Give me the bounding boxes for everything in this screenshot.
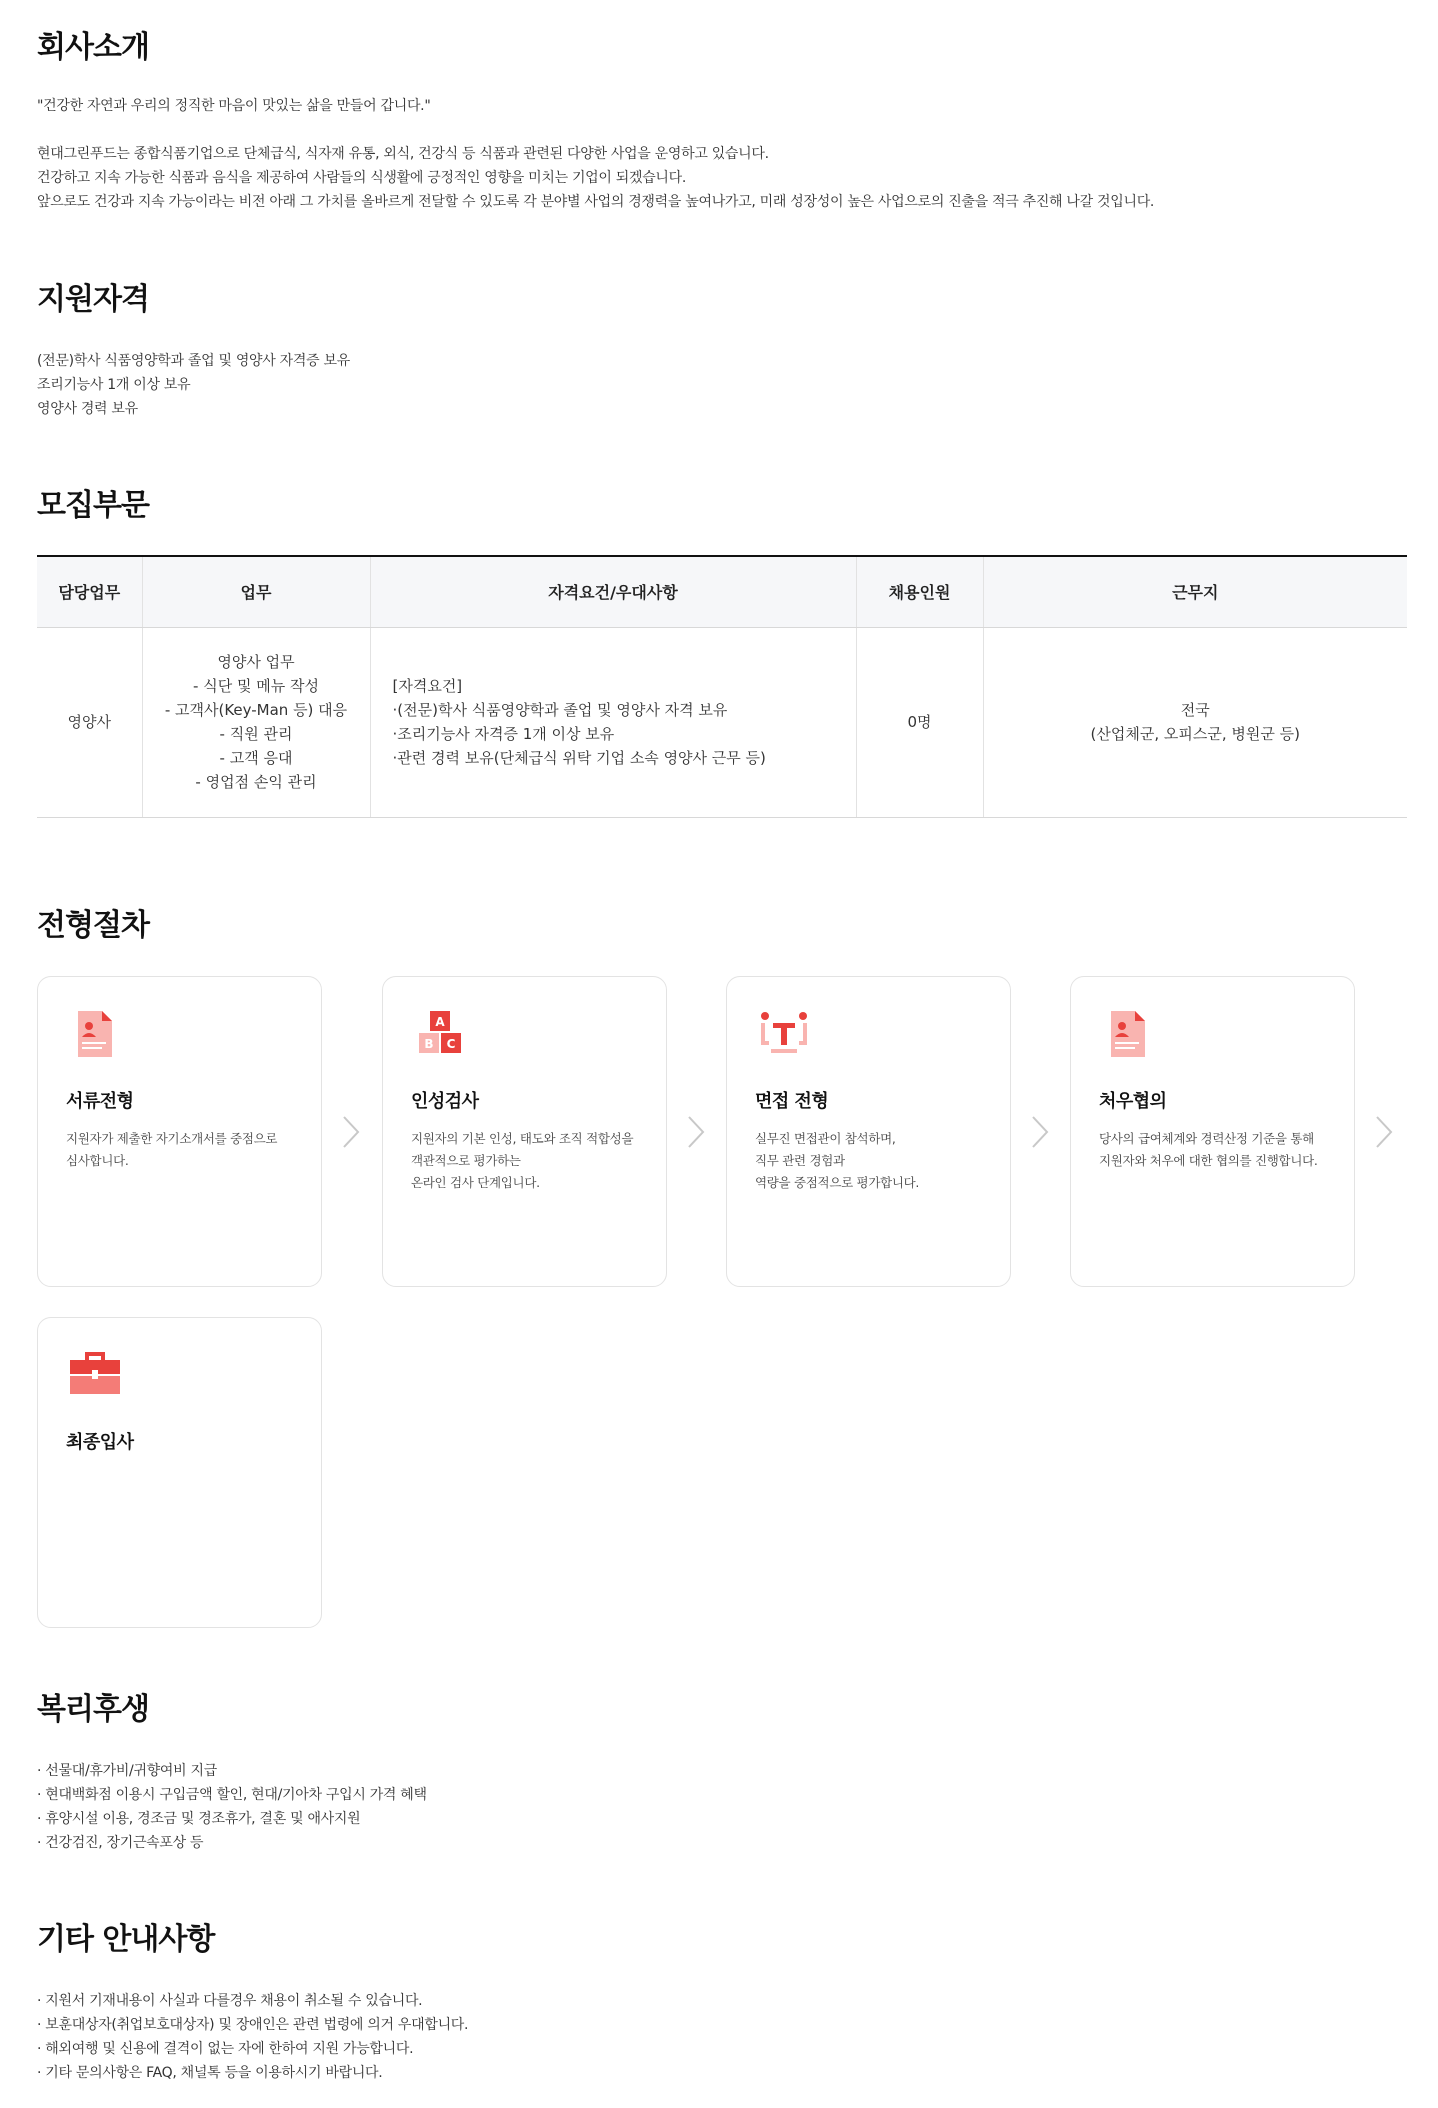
table-header: 근무지 bbox=[983, 556, 1407, 627]
section-title-process: 전형절차 bbox=[37, 908, 149, 943]
recruit-table bbox=[37, 555, 1407, 818]
welfare-line: · 현대백화점 이용시 구입금액 할인, 현대/기아차 구입시 가격 혜택 bbox=[37, 1787, 427, 1803]
desc-line: 역량을 중점적으로 평가합니다. bbox=[755, 1175, 920, 1190]
desc-line: 객관적으로 평가하는 bbox=[411, 1153, 521, 1168]
svg-text:B: B bbox=[424, 1037, 434, 1051]
process-step-title: 최종입사 bbox=[66, 1432, 134, 1453]
section-title-qualifications: 지원자격 bbox=[37, 282, 149, 317]
duty-line: - 고객사(Key-Man 등) 대응 bbox=[164, 701, 348, 719]
chevron-right-icon bbox=[340, 1115, 362, 1149]
table-header: 자격요건/우대사항 bbox=[370, 556, 856, 627]
desc-line: 지원자의 기본 인성, 태도와 조직 적합성을 bbox=[411, 1131, 634, 1146]
company-line: "건강한 자연과 우리의 정직한 마음이 맛있는 삶을 만들어 갑니다." bbox=[37, 98, 431, 114]
company-line: 건강하고 지속 가능한 식품과 음식을 제공하여 사람들의 식생활에 긍정적인 영향을 미치는 기업이 되겠습니다. bbox=[37, 170, 687, 186]
headcount-cell: 0명 bbox=[856, 627, 983, 817]
location-cell bbox=[983, 627, 1407, 817]
desc-line: 온라인 검사 단계입니다. bbox=[411, 1175, 540, 1190]
company-line: 현대그린푸드는 종합식품기업으로 단체급식, 식자재 유통, 외식, 건강식 등 식품과 관련된 다양한 사업을 운영하고 있습니다. bbox=[37, 146, 769, 162]
chevron-right-icon bbox=[685, 1115, 707, 1149]
notes-list bbox=[37, 1989, 468, 2085]
table-header: 채용인원 bbox=[856, 556, 983, 627]
role-cell: 영양사 bbox=[37, 627, 142, 817]
location-line: (산업체군, 오피스군, 병원군 등) bbox=[1090, 725, 1300, 743]
requirement-line: [자격요건] bbox=[392, 677, 463, 695]
process-card-final bbox=[37, 1317, 322, 1628]
company-line-gap bbox=[37, 118, 1154, 142]
document-icon bbox=[68, 1007, 122, 1061]
location-line: 전국 bbox=[1180, 701, 1210, 719]
desc-line: 심사합니다. bbox=[66, 1153, 129, 1168]
welfare-line: · 건강검진, 장기근속포상 등 bbox=[37, 1835, 204, 1851]
briefcase-icon bbox=[68, 1348, 122, 1402]
requirement-line: ·조리기능사 자격증 1개 이상 보유 bbox=[392, 725, 615, 743]
duty-line: - 영업점 손익 관리 bbox=[195, 773, 317, 791]
process-card-interview bbox=[726, 976, 1011, 1287]
desc-line: 실무진 면접관이 참석하며, bbox=[755, 1131, 896, 1146]
section-title-company: 회사소개 bbox=[37, 30, 149, 65]
process-step-desc bbox=[66, 1128, 277, 1172]
desc-line: 직무 관련 경험과 bbox=[755, 1153, 845, 1168]
table-header: 업무 bbox=[142, 556, 370, 627]
qualification-line: (전문)학사 식품영양학과 졸업 및 영양사 자격증 보유 bbox=[37, 353, 350, 369]
process-step-title: 면접 전형 bbox=[755, 1091, 829, 1112]
process-step-title: 인성검사 bbox=[411, 1091, 479, 1112]
svg-text:C: C bbox=[446, 1037, 456, 1051]
duty-line: - 식단 및 메뉴 작성 bbox=[193, 677, 319, 695]
process-step-title: 서류전형 bbox=[66, 1091, 134, 1112]
process-step-desc bbox=[755, 1128, 919, 1194]
welfare-list bbox=[37, 1759, 427, 1855]
section-title-welfare: 복리후생 bbox=[37, 1692, 149, 1727]
company-intro bbox=[37, 94, 1154, 214]
requirements-cell bbox=[370, 627, 856, 817]
document-icon bbox=[1101, 1007, 1155, 1061]
welfare-line: · 휴양시설 이용, 경조금 및 경조휴가, 결혼 및 애사지원 bbox=[37, 1811, 361, 1827]
table-row bbox=[37, 627, 1407, 817]
process-step-desc bbox=[1099, 1128, 1318, 1172]
desc-line: 당사의 급여체계와 경력산정 기준을 통해 bbox=[1099, 1131, 1314, 1146]
process-card-personality bbox=[382, 976, 667, 1287]
process-card-document bbox=[37, 976, 322, 1287]
requirement-line: ·(전문)학사 식품영양학과 졸업 및 영양사 자격 보유 bbox=[392, 701, 728, 719]
interview-icon bbox=[757, 1007, 811, 1061]
section-title-notes: 기타 안내사항 bbox=[37, 1922, 215, 1957]
duties-cell bbox=[142, 627, 370, 817]
svg-text:A: A bbox=[435, 1015, 445, 1029]
note-line: · 기타 문의사항은 FAQ, 채널톡 등을 이용하시기 바랍니다. bbox=[37, 2065, 383, 2081]
welfare-line: · 선물대/휴가비/귀향여비 지급 bbox=[37, 1763, 217, 1779]
desc-line: 지원자와 처우에 대한 협의를 진행합니다. bbox=[1099, 1153, 1318, 1168]
qualification-line: 조리기능사 1개 이상 보유 bbox=[37, 377, 191, 393]
duty-line: 영양사 업무 bbox=[217, 653, 295, 671]
process-step-title: 처우협의 bbox=[1099, 1091, 1167, 1112]
requirement-line: ·관련 경력 보유(단체급식 위탁 기업 소속 영양사 근무 등) bbox=[392, 749, 766, 767]
chevron-right-icon bbox=[1373, 1115, 1395, 1149]
process-step-desc bbox=[411, 1128, 633, 1194]
duty-line: - 고객 응대 bbox=[219, 749, 293, 767]
note-line: · 지원서 기재내용이 사실과 다를경우 채용이 취소될 수 있습니다. bbox=[37, 1993, 423, 2009]
note-line: · 보훈대상자(취업보호대상자) 및 장애인은 관련 법령에 의거 우대합니다. bbox=[37, 2017, 469, 2033]
table-header-row bbox=[37, 556, 1407, 627]
note-line: · 해외여행 및 신용에 결격이 없는 자에 한하여 지원 가능합니다. bbox=[37, 2041, 414, 2057]
qualifications-list bbox=[37, 349, 350, 421]
desc-line: 지원자가 제출한 자기소개서를 중점으로 bbox=[66, 1131, 278, 1146]
process-card-compensation bbox=[1070, 976, 1355, 1287]
abc-blocks-icon bbox=[413, 1007, 467, 1061]
company-line: 앞으로도 건강과 지속 가능이라는 비전 아래 그 가치를 올바르게 전달할 수 있도록 각 분야별 사업의 경쟁력을 높여나가고, 미래 성장성이 높은 사업으로의 진출을 적극 추진해 나갈 것입니다. bbox=[37, 194, 1155, 210]
qualification-line: 영양사 경력 보유 bbox=[37, 401, 138, 417]
chevron-right-icon bbox=[1029, 1115, 1051, 1149]
section-title-recruit: 모집부문 bbox=[37, 488, 149, 523]
table-header: 담당업무 bbox=[37, 556, 142, 627]
duty-line: - 직원 관리 bbox=[219, 725, 293, 743]
